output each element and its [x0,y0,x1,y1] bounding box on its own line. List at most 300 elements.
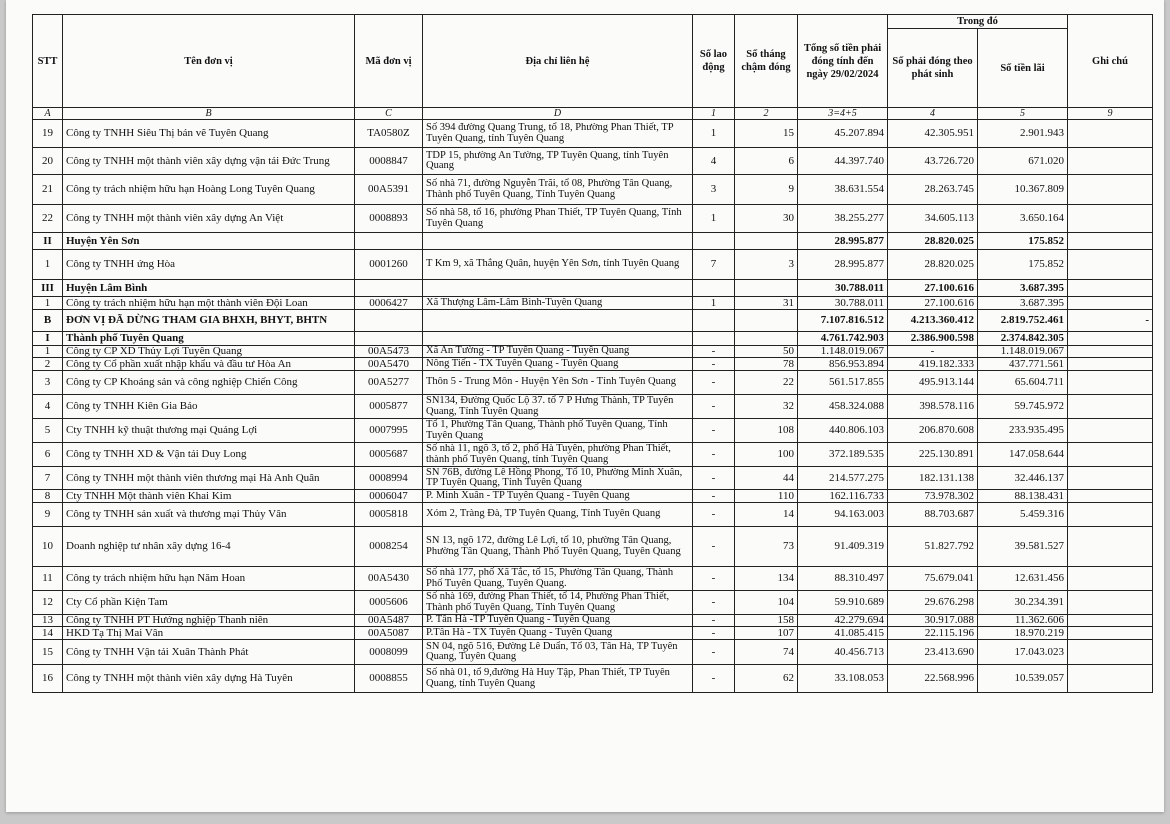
col-letter: 2 [735,108,798,120]
cell-so-thang [735,332,798,346]
group-row [33,233,1153,250]
cell-so-phai-dong: 225.130.891 [888,443,978,467]
cell-ten-don-vi: Cty TNHH kỹ thuật thương mại Quảng Lợi [63,419,355,443]
header-so-tien-lai: Số tiền lãi [978,29,1068,108]
table-row [33,346,1153,358]
cell-so-tien-lai: 59.745.972 [978,395,1068,419]
cell-ma-don-vi: 0007995 [355,419,423,443]
cell-ghi-chu [1068,371,1153,395]
col-letter: C [355,108,423,120]
cell-ten-don-vi: HKD Tạ Thị Mai Vân [63,627,355,640]
cell-so-tien-lai: 11.362.606 [978,615,1068,627]
cell-ma-don-vi: 0008893 [355,205,423,233]
cell-ghi-chu [1068,297,1153,310]
cell-tong-so-tien: 44.397.740 [798,148,888,175]
col-letter: 1 [693,108,735,120]
cell-so-lao-dong: - [693,358,735,371]
cell-stt: 21 [33,175,63,205]
cell-so-thang: 108 [735,419,798,443]
cell-ten-don-vi: Công ty trách nhiệm hữu hạn Năm Hoan [63,567,355,591]
cell-so-phai-dong: 29.676.298 [888,591,978,615]
cell-so-phai-dong: 43.726.720 [888,148,978,175]
cell-so-lao-dong: - [693,371,735,395]
col-letter: 3=4+5 [798,108,888,120]
table-row [33,627,1153,640]
cell-so-thang: 158 [735,615,798,627]
cell-dia-chi: Số 394 đường Quang Trung, tổ 18, Phường Phan Thiết, TP Tuyên Quang, tỉnh Tuyên Quang [423,120,693,148]
cell-stt: 20 [33,148,63,175]
cell-stt: II [33,233,63,250]
cell-so-lao-dong: - [693,395,735,419]
cell-so-phai-dong: 27.100.616 [888,297,978,310]
cell-ghi-chu [1068,627,1153,640]
cell-dia-chi: Số nhà 177, phố Xã Tắc, tổ 15, Phường Tân Quang, Thành Phố Tuyên Quang, Tuyên Quang. [423,567,693,591]
cell-so-lao-dong: 1 [693,205,735,233]
cell-ghi-chu [1068,490,1153,503]
cell-ten-don-vi: Công ty TNHH một thành viên xây dựng Hà Tuyên [63,665,355,693]
cell-dia-chi [423,332,693,346]
cell-ten-don-vi: Công ty trách nhiệm hữu hạn một thành viên Đội Loan [63,297,355,310]
cell-tong-so-tien: 458.324.088 [798,395,888,419]
cell-so-thang: 14 [735,503,798,527]
table-row [33,250,1153,280]
cell-tong-so-tien: 40.456.713 [798,640,888,665]
document-page [6,0,1164,812]
table-row [33,640,1153,665]
cell-so-lao-dong: - [693,490,735,503]
cell-ten-don-vi: Công ty TNHH XD & Vận tải Duy Long [63,443,355,467]
cell-ten-don-vi: Công ty trách nhiệm hữu hạn Hoàng Long Tuyên Quang [63,175,355,205]
cell-ghi-chu [1068,395,1153,419]
cell-ghi-chu [1068,346,1153,358]
debt-table [32,14,1153,693]
cell-ten-don-vi: Cty Cổ phần Kiện Tam [63,591,355,615]
cell-so-tien-lai: 437.771.561 [978,358,1068,371]
cell-so-lao-dong [693,233,735,250]
cell-tong-so-tien: 33.108.053 [798,665,888,693]
cell-so-thang: 107 [735,627,798,640]
cell-so-lao-dong: - [693,665,735,693]
cell-ghi-chu [1068,527,1153,567]
cell-so-lao-dong: 1 [693,120,735,148]
cell-ghi-chu [1068,567,1153,591]
cell-ten-don-vi: Công ty TNHH PT Hướng nghiệp Thanh niên [63,615,355,627]
cell-so-thang: 110 [735,490,798,503]
header-ma-don-vi: Mã đơn vị [355,15,423,108]
cell-so-lao-dong: - [693,615,735,627]
cell-ghi-chu [1068,665,1153,693]
cell-tong-so-tien: 91.409.319 [798,527,888,567]
col-letter: D [423,108,693,120]
cell-so-thang [735,310,798,332]
section-row [33,310,1153,332]
header-so-thang: Số tháng chậm đóng [735,15,798,108]
cell-so-tien-lai: 2.901.943 [978,120,1068,148]
cell-so-phai-dong: 75.679.041 [888,567,978,591]
table-row [33,148,1153,175]
cell-ghi-chu [1068,205,1153,233]
cell-ghi-chu [1068,148,1153,175]
cell-so-thang: 32 [735,395,798,419]
cell-tong-so-tien: 28.995.877 [798,250,888,280]
cell-so-thang: 100 [735,443,798,467]
cell-stt: I [33,332,63,346]
cell-stt: 3 [33,371,63,395]
cell-tong-so-tien: 561.517.855 [798,371,888,395]
cell-so-lao-dong: - [693,419,735,443]
cell-so-lao-dong: - [693,527,735,567]
cell-ghi-chu [1068,443,1153,467]
table-row [33,503,1153,527]
cell-so-lao-dong: 1 [693,297,735,310]
cell-so-tien-lai: 3.687.395 [978,297,1068,310]
cell-stt: 1 [33,297,63,310]
cell-ma-don-vi: 00A5473 [355,346,423,358]
cell-dia-chi: Xóm 2, Tràng Đà, TP Tuyên Quang, Tỉnh Tuyên Quang [423,503,693,527]
cell-so-lao-dong: - [693,467,735,490]
header-so-phai-dong: Số phải đóng theo phát sinh [888,29,978,108]
cell-stt: B [33,310,63,332]
cell-so-tien-lai: 175.852 [978,233,1068,250]
cell-ma-don-vi: 0006047 [355,490,423,503]
cell-tong-so-tien: 38.631.554 [798,175,888,205]
cell-so-phai-dong: 28.820.025 [888,233,978,250]
cell-ma-don-vi: 0008254 [355,527,423,567]
cell-ten-don-vi: Công ty Cổ phần xuất nhập khẩu và đầu tư Hòa An [63,358,355,371]
cell-tong-so-tien: 856.953.894 [798,358,888,371]
cell-so-tien-lai: 3.687.395 [978,280,1068,297]
cell-so-thang: 73 [735,527,798,567]
cell-tong-so-tien: 45.207.894 [798,120,888,148]
table-row [33,205,1153,233]
cell-ten-don-vi: Công ty TNHH Vận tải Xuân Thành Phát [63,640,355,665]
cell-tong-so-tien: 59.910.689 [798,591,888,615]
cell-ten-don-vi: Công ty CP Khoáng sản và công nghiệp Chiến Công [63,371,355,395]
cell-so-phai-dong: 73.978.302 [888,490,978,503]
cell-so-tien-lai: 10.539.057 [978,665,1068,693]
cell-ma-don-vi: 00A5391 [355,175,423,205]
cell-dia-chi [423,280,693,297]
table-row [33,297,1153,310]
cell-so-tien-lai: 2.374.842.305 [978,332,1068,346]
cell-ma-don-vi: 0001260 [355,250,423,280]
cell-so-phai-dong: 51.827.792 [888,527,978,567]
cell-stt: 2 [33,358,63,371]
cell-ma-don-vi [355,310,423,332]
cell-tong-so-tien: 30.788.011 [798,297,888,310]
cell-tong-so-tien: 38.255.277 [798,205,888,233]
cell-stt: 22 [33,205,63,233]
cell-so-lao-dong [693,280,735,297]
header-tong-so-tien: Tổng số tiền phải đóng tính đến ngày 29/02/2024 [798,15,888,108]
cell-dia-chi: Số nhà 169, đường Phan Thiết, tổ 14, Phường Phan Thiết, Thành phố Tuyên Quang, Tỉnh Tuyên Quang [423,591,693,615]
cell-so-tien-lai: 1.148.019.067 [978,346,1068,358]
cell-dia-chi: P. Minh Xuân - TP Tuyên Quang - Tuyên Quang [423,490,693,503]
cell-stt: 6 [33,443,63,467]
table-row [33,358,1153,371]
cell-so-thang [735,280,798,297]
cell-ma-don-vi: 00A5277 [355,371,423,395]
cell-so-phai-dong: 419.182.333 [888,358,978,371]
cell-so-phai-dong: 22.115.196 [888,627,978,640]
cell-dia-chi: Số nhà 11, ngõ 3, tổ 2, phố Hà Tuyên, phường Phan Thiết, thành phố Tuyên Quang, tỉnh Tuyên Quang [423,443,693,467]
cell-ma-don-vi: 0008847 [355,148,423,175]
cell-so-phai-dong: 28.820.025 [888,250,978,280]
cell-so-thang: 31 [735,297,798,310]
cell-so-thang: 9 [735,175,798,205]
cell-ma-don-vi: 0005606 [355,591,423,615]
cell-tong-so-tien: 162.116.733 [798,490,888,503]
table-row [33,175,1153,205]
col-letter: 4 [888,108,978,120]
cell-dia-chi [423,233,693,250]
group-row [33,280,1153,297]
cell-so-phai-dong: - [888,346,978,358]
cell-so-thang: 3 [735,250,798,280]
cell-so-phai-dong: 398.578.116 [888,395,978,419]
table-row [33,419,1153,443]
cell-ten-don-vi: Doanh nghiệp tư nhân xây dựng 16-4 [63,527,355,567]
cell-so-thang [735,233,798,250]
table-row [33,527,1153,567]
cell-dia-chi: SN134, Đường Quốc Lộ 37. tổ 7 P Hưng Thành, TP Tuyên Quang, Tỉnh Tuyên Quang [423,395,693,419]
cell-ma-don-vi: TA0580Z [355,120,423,148]
cell-tong-so-tien: 94.163.003 [798,503,888,527]
cell-ten-don-vi: Công ty TNHH một thành viên xây dựng vận tải Đức Trung [63,148,355,175]
cell-so-lao-dong: - [693,591,735,615]
cell-stt: 7 [33,467,63,490]
cell-ghi-chu [1068,615,1153,627]
cell-so-lao-dong: - [693,443,735,467]
cell-ma-don-vi [355,233,423,250]
cell-tong-so-tien: 42.279.694 [798,615,888,627]
cell-tong-so-tien: 7.107.816.512 [798,310,888,332]
cell-so-phai-dong: 42.305.951 [888,120,978,148]
cell-so-phai-dong: 28.263.745 [888,175,978,205]
cell-stt: 8 [33,490,63,503]
cell-dia-chi: T Km 9, xã Thắng Quân, huyện Yên Sơn, tỉnh Tuyên Quang [423,250,693,280]
cell-ten-don-vi: Huyện Yên Sơn [63,233,355,250]
cell-dia-chi: P. Tân Hà -TP Tuyên Quang - Tuyên Quang [423,615,693,627]
cell-ma-don-vi: 0006427 [355,297,423,310]
cell-so-tien-lai: 17.043.023 [978,640,1068,665]
cell-so-phai-dong: 22.568.996 [888,665,978,693]
cell-so-phai-dong: 4.213.360.412 [888,310,978,332]
cell-ten-don-vi: Thành phố Tuyên Quang [63,332,355,346]
cell-ma-don-vi: 00A5470 [355,358,423,371]
cell-stt: 19 [33,120,63,148]
cell-ma-don-vi: 0005877 [355,395,423,419]
cell-stt: 12 [33,591,63,615]
cell-so-tien-lai: 65.604.711 [978,371,1068,395]
cell-ghi-chu [1068,503,1153,527]
cell-so-lao-dong: 4 [693,148,735,175]
cell-so-phai-dong: 34.605.113 [888,205,978,233]
cell-ten-don-vi: Công ty TNHH sản xuất và thương mại Thủy Vân [63,503,355,527]
cell-so-thang: 134 [735,567,798,591]
cell-ten-don-vi: Cty TNHH Một thành viên Khai Kim [63,490,355,503]
cell-dia-chi: Số nhà 01, tổ 9,đường Hà Huy Tập, Phan Thiết, TP Tuyên Quang, tỉnh Tuyên Quang [423,665,693,693]
cell-ghi-chu [1068,280,1153,297]
cell-stt: 1 [33,346,63,358]
group-row [33,332,1153,346]
cell-so-phai-dong: 23.413.690 [888,640,978,665]
cell-stt: 9 [33,503,63,527]
cell-so-tien-lai: 18.970.219 [978,627,1068,640]
cell-tong-so-tien: 214.577.275 [798,467,888,490]
cell-ten-don-vi: Huyện Lâm Bình [63,280,355,297]
cell-stt: 4 [33,395,63,419]
cell-dia-chi: Xã An Tường - TP Tuyên Quang - Tuyên Quang [423,346,693,358]
cell-ghi-chu [1068,175,1153,205]
cell-dia-chi: TDP 15, phường An Tường, TP Tuyên Quang, tỉnh Tuyên Quang [423,148,693,175]
cell-so-tien-lai: 3.650.164 [978,205,1068,233]
cell-ten-don-vi: Công ty TNHH một thành viên xây dựng An Việt [63,205,355,233]
header-dia-chi: Địa chỉ liên hệ [423,15,693,108]
header-stt: STT [33,15,63,108]
cell-dia-chi: Tổ 1, Phường Tân Quang, Thành phố Tuyên Quang, Tỉnh Tuyên Quang [423,419,693,443]
cell-dia-chi: Xã Thượng Lâm-Lâm Bình-Tuyên Quang [423,297,693,310]
cell-ghi-chu: - [1068,310,1153,332]
col-letter: 9 [1068,108,1153,120]
cell-so-phai-dong: 27.100.616 [888,280,978,297]
cell-so-tien-lai: 12.631.456 [978,567,1068,591]
header-trong-do: Trong đó [888,15,1068,29]
cell-tong-so-tien: 440.806.103 [798,419,888,443]
cell-ma-don-vi: 0008994 [355,467,423,490]
cell-ghi-chu [1068,250,1153,280]
cell-stt: 14 [33,627,63,640]
cell-stt: 15 [33,640,63,665]
cell-ghi-chu [1068,640,1153,665]
cell-so-lao-dong [693,332,735,346]
cell-so-lao-dong: - [693,567,735,591]
cell-so-tien-lai: 88.138.431 [978,490,1068,503]
table-row [33,395,1153,419]
cell-dia-chi: Nông Tiến - TX Tuyên Quang - Tuyên Quang [423,358,693,371]
cell-ten-don-vi: Công ty CP XD Thủy Lợi Tuyên Quang [63,346,355,358]
cell-so-thang: 22 [735,371,798,395]
table-row [33,591,1153,615]
cell-ma-don-vi: 00A5087 [355,627,423,640]
cell-so-phai-dong: 88.703.687 [888,503,978,527]
cell-so-thang: 74 [735,640,798,665]
cell-tong-so-tien: 1.148.019.067 [798,346,888,358]
cell-so-tien-lai: 30.234.391 [978,591,1068,615]
cell-so-tien-lai: 5.459.316 [978,503,1068,527]
cell-ghi-chu [1068,233,1153,250]
cell-tong-so-tien: 4.761.742.903 [798,332,888,346]
cell-tong-so-tien: 372.189.535 [798,443,888,467]
cell-so-lao-dong: - [693,346,735,358]
cell-ten-don-vi: ĐƠN VỊ ĐÃ DỪNG THAM GIA BHXH, BHYT, BHTN [63,310,355,332]
cell-so-tien-lai: 39.581.527 [978,527,1068,567]
col-letter: A [33,108,63,120]
cell-ma-don-vi: 00A5487 [355,615,423,627]
cell-stt: III [33,280,63,297]
cell-ghi-chu [1068,467,1153,490]
cell-ma-don-vi: 0005687 [355,443,423,467]
cell-so-lao-dong: - [693,640,735,665]
cell-stt: 10 [33,527,63,567]
col-letter: B [63,108,355,120]
header-so-lao-dong: Số lao động [693,15,735,108]
cell-so-thang: 104 [735,591,798,615]
cell-tong-so-tien: 88.310.497 [798,567,888,591]
cell-ghi-chu [1068,591,1153,615]
column-letter-row [33,108,1153,120]
cell-dia-chi: Số nhà 58, tổ 16, phường Phan Thiết, TP Tuyên Quang, Tỉnh Tuyên Quang [423,205,693,233]
cell-ten-don-vi: Công ty TNHH Kiên Gia Bảo [63,395,355,419]
cell-tong-so-tien: 28.995.877 [798,233,888,250]
cell-so-tien-lai: 671.020 [978,148,1068,175]
table-row [33,665,1153,693]
cell-ma-don-vi: 0008855 [355,665,423,693]
table-row [33,567,1153,591]
cell-so-tien-lai: 32.446.137 [978,467,1068,490]
cell-ghi-chu [1068,419,1153,443]
cell-tong-so-tien: 30.788.011 [798,280,888,297]
cell-stt: 1 [33,250,63,280]
cell-so-thang: 30 [735,205,798,233]
cell-ghi-chu [1068,332,1153,346]
header-ghi-chu: Ghi chú [1068,15,1153,108]
cell-so-phai-dong: 2.386.900.598 [888,332,978,346]
cell-stt: 13 [33,615,63,627]
cell-so-lao-dong [693,310,735,332]
table-row [33,371,1153,395]
cell-so-tien-lai: 10.367.809 [978,175,1068,205]
cell-so-phai-dong: 30.917.088 [888,615,978,627]
cell-stt: 11 [33,567,63,591]
cell-so-tien-lai: 2.819.752.461 [978,310,1068,332]
cell-so-lao-dong: - [693,503,735,527]
cell-dia-chi: Thôn 5 - Trung Môn - Huyện Yên Sơn - Tỉnh Tuyên Quang [423,371,693,395]
cell-ma-don-vi: 00A5430 [355,567,423,591]
cell-so-thang: 78 [735,358,798,371]
table-row [33,615,1153,627]
cell-ma-don-vi [355,280,423,297]
cell-ten-don-vi: Công ty TNHH một thành viên thương mại Hà Anh Quân [63,467,355,490]
cell-dia-chi [423,310,693,332]
table-row [33,467,1153,490]
cell-dia-chi: Số nhà 71, đường Nguyễn Trãi, tổ 08, Phường Tân Quang, Thành phố Tuyên Quang, Tỉnh Tuyên Quang [423,175,693,205]
cell-so-phai-dong: 182.131.138 [888,467,978,490]
cell-so-thang: 15 [735,120,798,148]
cell-ghi-chu [1068,358,1153,371]
cell-ma-don-vi: 0005818 [355,503,423,527]
cell-dia-chi: SN 04, ngõ 516, Đường Lê Duẩn, Tổ 03, Tân Hà, TP Tuyên Quang, Tuyên Quang [423,640,693,665]
cell-ma-don-vi [355,332,423,346]
cell-ten-don-vi: Công ty TNHH ứng Hòa [63,250,355,280]
cell-stt: 5 [33,419,63,443]
cell-so-phai-dong: 206.870.608 [888,419,978,443]
cell-so-phai-dong: 495.913.144 [888,371,978,395]
cell-ghi-chu [1068,120,1153,148]
table-body [33,120,1153,693]
table-row [33,120,1153,148]
cell-so-tien-lai: 233.935.495 [978,419,1068,443]
cell-so-thang: 6 [735,148,798,175]
cell-tong-so-tien: 41.085.415 [798,627,888,640]
cell-so-lao-dong: 3 [693,175,735,205]
cell-so-tien-lai: 175.852 [978,250,1068,280]
cell-ma-don-vi: 0008099 [355,640,423,665]
cell-so-thang: 44 [735,467,798,490]
cell-stt: 16 [33,665,63,693]
cell-dia-chi: P.Tân Hà - TX Tuyên Quang - Tuyên Quang [423,627,693,640]
table-row [33,490,1153,503]
